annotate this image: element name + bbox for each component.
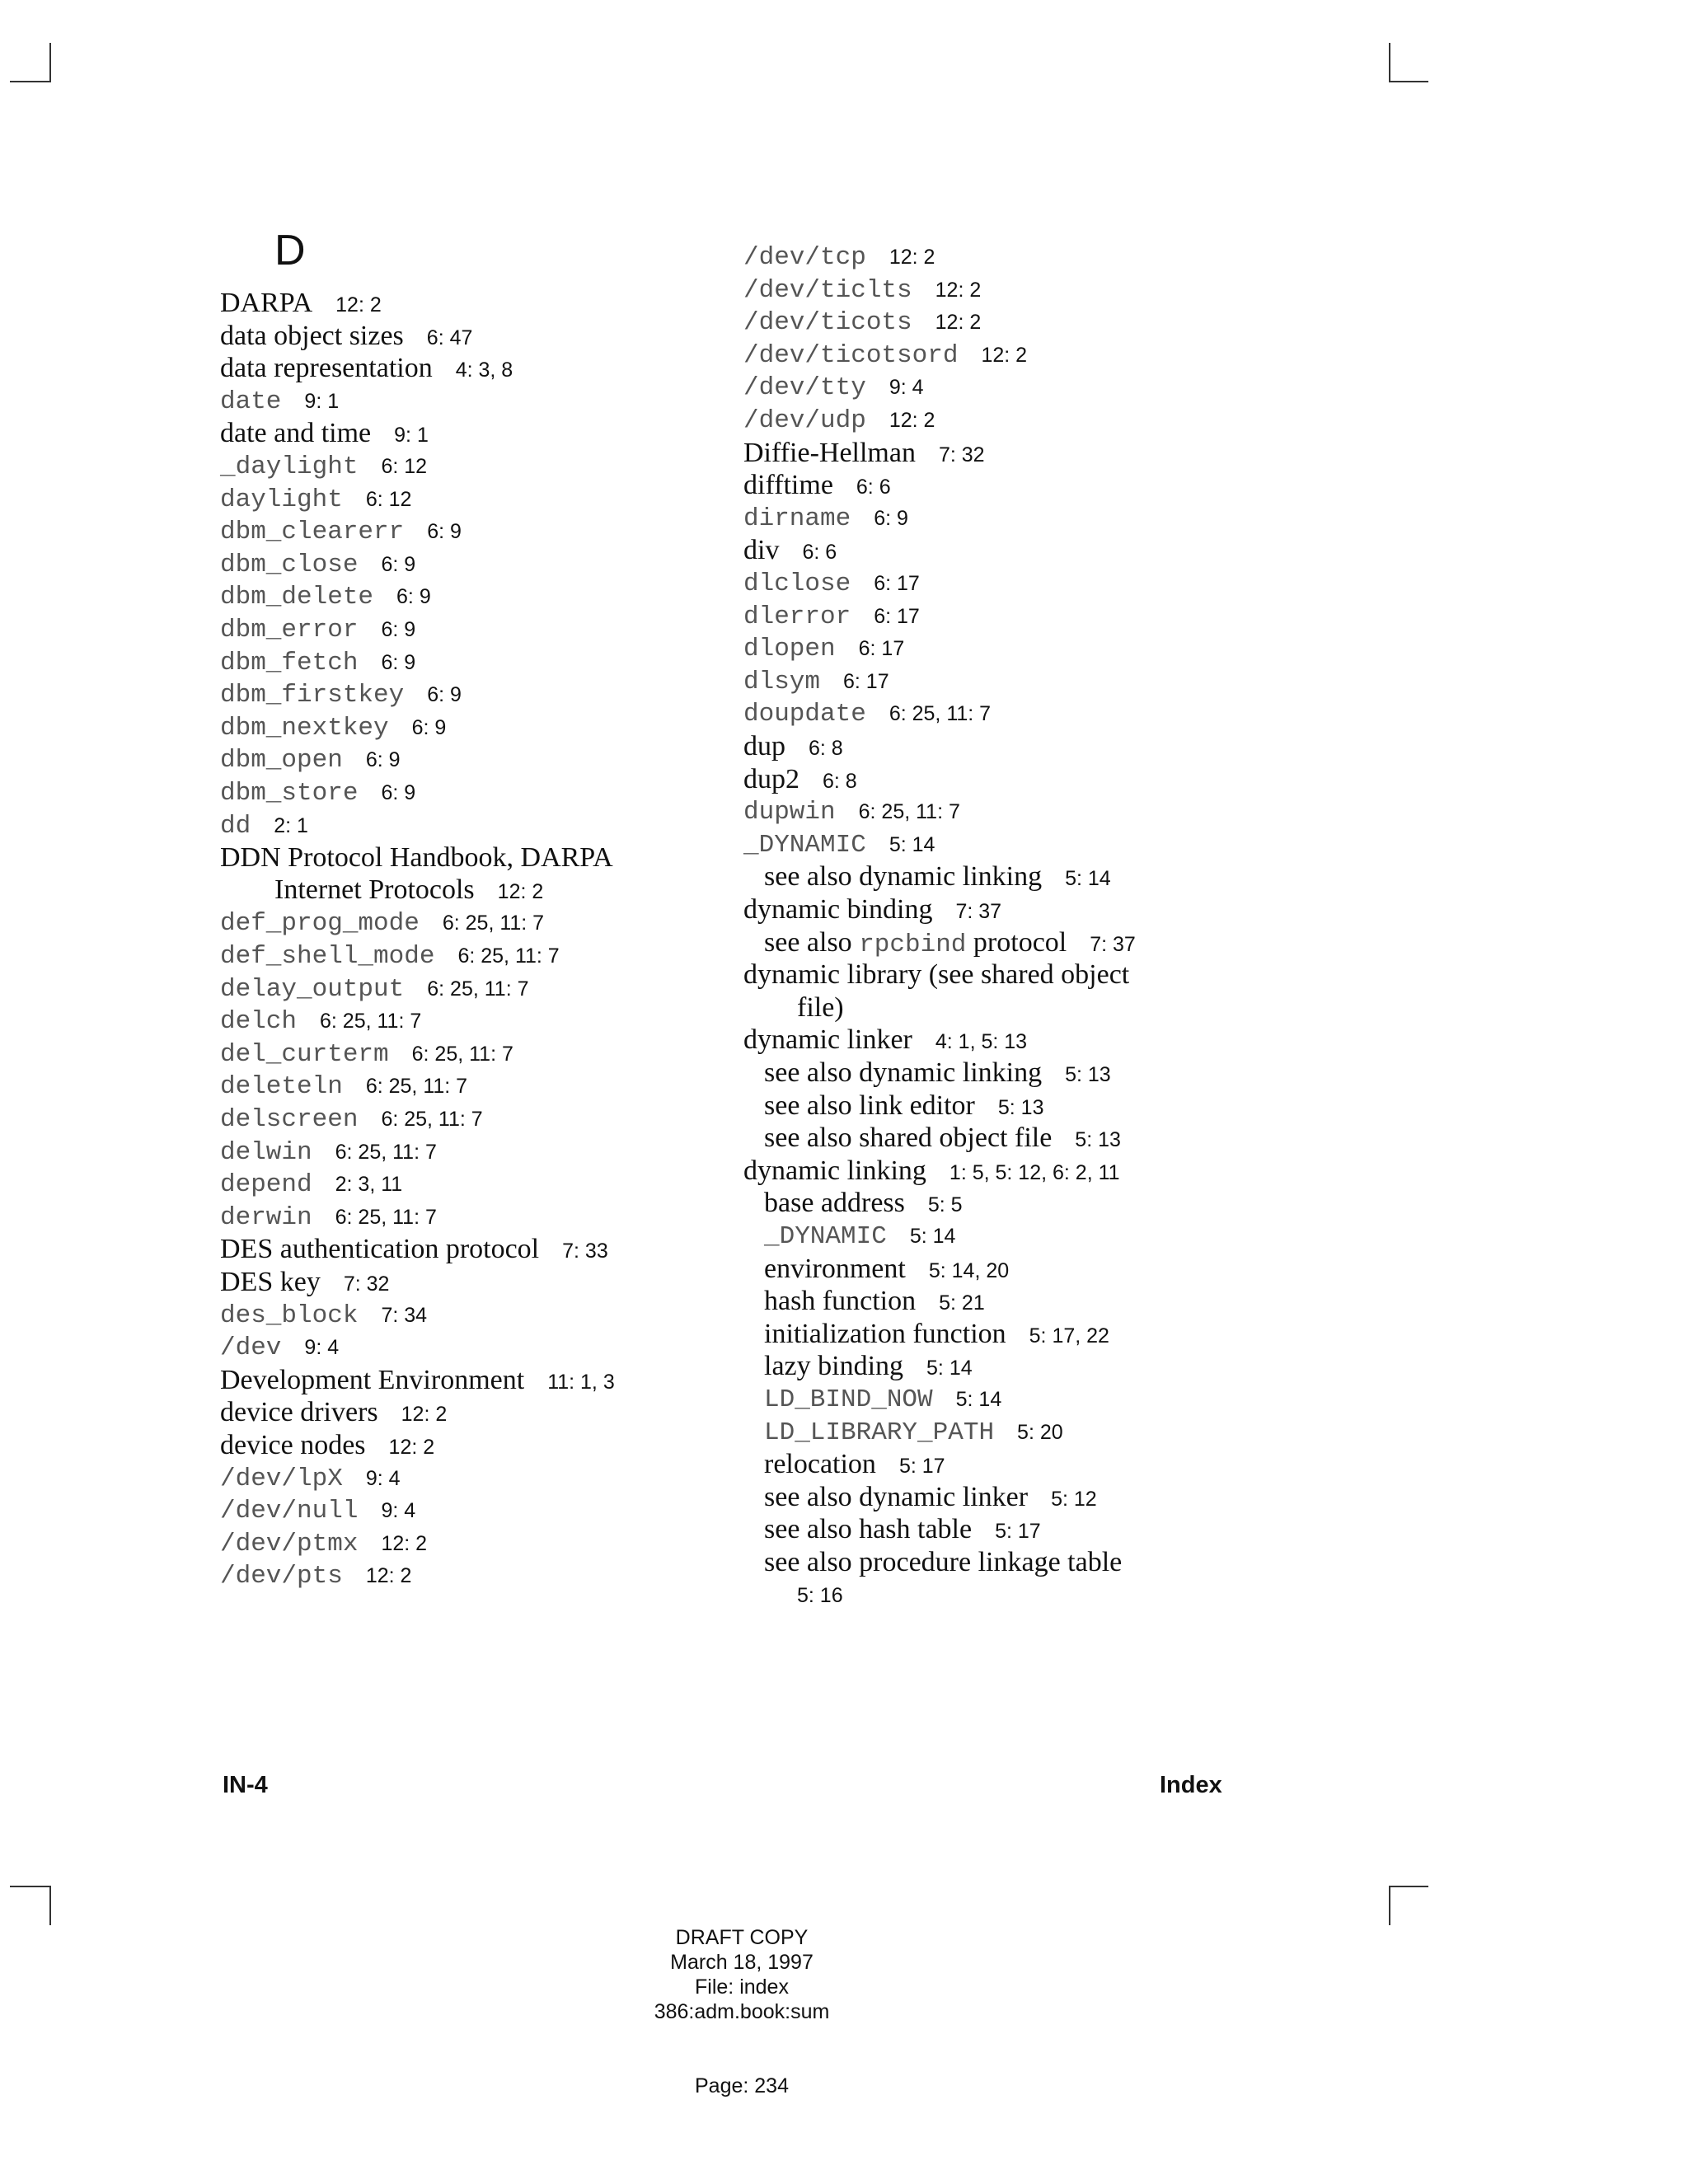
index-term: dup [743,731,785,762]
index-term: dynamic linker [743,1024,912,1056]
crop-mark-bottom-right-horizontal [1389,1886,1428,1887]
index-term: dlsym [743,667,821,696]
index-term: difftime [743,470,833,501]
index-page-ref: 9: 1 [304,389,340,413]
index-entry [743,632,904,668]
index-page-ref: 6: 9 [874,506,908,530]
index-term: initialization function [764,1318,1006,1349]
index-term: dbm_close [220,550,359,579]
index-entry [743,404,935,440]
index-term: data object sizes [220,320,404,351]
section-letter: D [274,227,306,274]
index-term: /dev/ticots [743,308,912,338]
index-entry [220,450,427,486]
index-entry [220,1299,427,1335]
index-term: see also procedure linkage table [764,1547,1123,1577]
index-term: Development Environment [220,1364,525,1395]
index-page-ref: 12: 2 [889,246,935,269]
index-term: dbm_delete [220,583,374,612]
index-term: dbm_firstkey [220,681,405,710]
index-term: dupwin [743,798,836,827]
index-entry [220,385,339,421]
index-page-ref: 12: 2 [889,409,935,432]
index-term: /dev/udp [743,406,866,435]
index-term: date [220,387,282,416]
index-term: LD_LIBRARY_PATH [764,1418,995,1447]
index-page-ref: 7: 33 [562,1240,608,1263]
index-entry [220,776,415,813]
index-entry [220,1038,513,1074]
index-term: dlclose [743,569,851,598]
index-page-ref: 12: 2 [935,311,982,335]
index-entry [220,1331,339,1367]
index-entry [743,697,991,733]
index-term: /dev/lpX [220,1464,343,1493]
index-page-ref: 12: 2 [381,1531,428,1555]
index-term: dup2 [743,763,799,794]
index-page-ref: 5: 14, 20 [928,1258,1010,1282]
index-term: dlerror [743,602,851,631]
index-term: see also dynamic linking [764,1057,1043,1088]
index-entry [220,1005,421,1041]
index-entry [220,1559,411,1596]
index-entry [220,646,415,682]
index-entry [220,483,411,519]
index-entry [764,1220,955,1256]
index-page-ref: 6: 47 [426,326,473,349]
index-page-ref: 6: 12 [381,455,428,478]
crop-mark-top-right-horizontal [1389,81,1428,82]
draft-line-title: DRAFT COPY [675,1926,809,1949]
index-page-ref: 5: 14 [926,1357,973,1380]
index-term: file) [797,991,844,1023]
crop-mark-top-left-vertical [49,43,51,82]
index-page-ref: 5: 13 [997,1095,1044,1119]
crop-mark-top-left-horizontal [10,81,49,82]
index-term: device nodes [220,1430,366,1460]
index-term: dlopen [743,635,836,664]
index-term: base address [764,1188,905,1219]
index-term: dbm_open [220,746,343,776]
index-page-ref: 12: 2 [388,1436,435,1459]
index-page-ref: 6: 9 [381,618,416,641]
index-term: /dev [220,1333,282,1363]
index-page-ref: 6: 25, 11: 7 [457,944,560,968]
index-entry [220,515,462,551]
index-term: relocation [764,1449,876,1480]
index-entry [743,339,1027,375]
index-page-ref: 6: 9 [365,748,401,772]
index-page-ref: 6: 8 [809,737,843,760]
index-page-ref: 6: 25, 11: 7 [335,1140,437,1164]
index-term: hash function [764,1286,917,1317]
index-page-ref: 2: 1 [274,813,308,837]
index-entry [743,828,935,865]
crop-mark-bottom-right-vertical [1389,1886,1390,1925]
index-term: dbm_clearerr [220,518,405,547]
index-page-ref: 6: 25, 11: 7 [411,1042,513,1066]
index-page-ref: 9: 4 [304,1336,340,1360]
index-term: delscreen [220,1105,359,1134]
index-term: /dev/ticlts [743,275,912,305]
index-page-ref: 2: 3, 11 [335,1173,403,1197]
index-entry [220,1494,415,1530]
index-entry [220,613,415,649]
index-entry [220,1136,437,1172]
index-page-ref: 6: 9 [411,715,447,739]
index-entry [220,1462,401,1498]
index-page-ref: 5: 17 [995,1520,1041,1544]
index-page-ref: 7: 32 [343,1272,390,1296]
index-page-ref: 6: 9 [381,650,416,674]
index-term: data representation [220,353,433,384]
index-entry [220,940,560,976]
footer-page-label: IN-4 [223,1772,268,1798]
index-page-ref: 5: 13 [1075,1128,1121,1152]
index-page-ref: 6: 9 [427,520,462,544]
index-entry [220,711,446,748]
index-term: DES key [220,1267,321,1297]
index-term: Diffie-Hellman [743,437,916,468]
page-number: Page: 234 [695,2074,789,2097]
index-page-ref: 7: 34 [381,1303,428,1327]
index-entry [743,502,908,538]
index-term: doupdate [743,700,866,729]
index-entry [220,1201,437,1237]
index-term: def_shell_mode [220,942,435,971]
index-term: des_block [220,1301,359,1330]
index-term: dbm_store [220,779,359,808]
index-entry [797,1579,843,1615]
index-page-ref: 5: 5 [927,1193,963,1217]
index-term: /dev/tty [743,373,866,403]
index-page-ref: 6: 8 [823,769,857,793]
index-term: div [743,535,780,566]
draft-line-file: File: index [695,1975,789,1999]
index-page-ref: 5: 13 [1065,1063,1111,1086]
index-entry [220,743,401,780]
index-page-ref: 6: 25, 11: 7 [365,1075,468,1099]
index-term: _daylight [220,452,359,481]
index-page-ref: 5: 17, 22 [1029,1324,1109,1347]
index-term: /dev/ticotsord [743,340,959,370]
index-term: /dev/tcp [743,243,866,272]
index-term: DES authentication protocol [220,1234,540,1265]
index-page-ref: 6: 25, 11: 7 [858,800,960,824]
index-page-ref: 6: 17 [874,572,920,595]
draft-line-date: March 18, 1997 [670,1951,814,1974]
index-page-ref: 6: 6 [802,541,837,565]
index-page-ref: 6: 9 [381,781,416,804]
index-page-ref: 9: 1 [394,424,429,448]
index-page-ref: 11: 1, 3 [547,1370,615,1394]
index-entry [743,241,935,277]
index-term: see also rpcbind protocol [764,926,1067,959]
index-page-ref: 5: 14 [889,832,935,856]
index-term: environment [764,1253,906,1284]
index-term: see also hash table [764,1514,973,1545]
index-term: DDN Protocol Handbook, DARPA [220,842,613,874]
index-page-ref: 5: 14 [955,1388,1002,1411]
index-page-ref: 1: 5, 5: 12, 6: 2, 11 [949,1160,1120,1184]
index-entry [743,306,981,342]
index-term: LD_BIND_NOW [764,1385,933,1414]
index-entry-continuation [274,874,543,912]
index-term: see also link editor [764,1090,975,1121]
index-page-ref: 6: 17 [874,604,920,628]
index-term: dynamic library (see shared object [743,959,1130,991]
index-page-ref: 6: 25, 11: 7 [889,702,992,726]
index-term: dbm_error [220,616,359,644]
index-page-ref: 6: 9 [427,683,462,707]
index-page-ref: 4: 3, 8 [455,359,513,382]
index-entry [743,371,924,407]
crop-mark-top-right-vertical [1389,43,1390,82]
draft-copy-block [577,1925,907,2024]
index-entry [743,274,981,310]
index-page-ref: 12: 2 [365,1564,412,1588]
index-page-ref: 12: 2 [335,293,382,316]
index-term: depend [220,1170,312,1200]
index-page-ref: 6: 25, 11: 7 [381,1108,483,1131]
index-page-ref: 5: 14 [909,1225,956,1248]
index-page-ref: 4: 1, 5: 13 [935,1030,1028,1054]
index-page-ref: 9: 4 [365,1466,401,1490]
index-page-ref: 6: 6 [856,476,891,499]
index-entry [220,1168,402,1204]
index-term: deleteln [220,1072,343,1102]
index-term: /dev/pts [220,1562,343,1591]
index-term: delwin [220,1137,312,1167]
index-page-ref: 12: 2 [935,278,982,302]
index-entry [220,548,415,584]
index-page-ref: 6: 25, 11: 7 [335,1205,437,1229]
index-term: delay_output [220,974,405,1004]
index-entry [743,665,889,701]
index-page-ref: 7: 37 [1090,932,1136,956]
index-term: _DYNAMIC [743,830,866,860]
index-entry [743,600,920,636]
continuation-text: Internet Protocols [274,874,475,905]
index-term: dynamic binding [743,894,933,925]
index-page-ref: 6: 9 [396,585,431,609]
index-page-ref: 7: 32 [938,443,985,466]
index-page-ref: 9: 4 [889,376,924,400]
index-term: lazy binding [764,1351,904,1382]
index-page-ref: 6: 25, 11: 7 [427,977,529,1001]
index-entry [220,809,308,846]
index-term: dynamic linking [743,1155,926,1186]
index-entry [743,567,920,603]
index-term: DARPA [220,288,313,318]
draft-line-book: 386:adm.book:sum [654,2000,830,2023]
index-entry [220,972,529,1009]
index-entry [220,1103,483,1139]
index-entry [220,1070,467,1106]
index-term: delch [220,1007,298,1037]
index-entry [743,795,960,832]
index-term: date and time [220,418,372,449]
index-page-ref: 6: 17 [843,669,889,693]
index-page-ref: 6: 12 [365,487,412,511]
index-page-ref: 5: 16 [797,1583,843,1607]
index-term: see also dynamic linker [764,1481,1029,1512]
index-term: see also shared object file [764,1122,1053,1154]
crop-mark-bottom-left-horizontal [10,1886,49,1887]
index-page-ref: 5: 12 [1051,1487,1097,1511]
index-term: /dev/null [220,1497,359,1526]
index-page-ref: 5: 21 [939,1291,985,1315]
index-entry [220,678,462,715]
index-term: daylight [220,485,343,514]
index-term: derwin [220,1202,312,1232]
index-term: del_curterm [220,1039,389,1069]
index-page-ref: 6: 25, 11: 7 [442,912,545,935]
index-page-ref: 5: 20 [1017,1420,1063,1444]
index-term: dbm_fetch [220,648,359,677]
index-page-ref: 7: 37 [955,900,1002,923]
index-page-ref: 12: 2 [981,343,1028,367]
index-term: see also dynamic linking [764,861,1043,893]
index-page-ref: 6: 17 [858,637,905,661]
index-term: dbm_nextkey [220,713,389,743]
index-term: dd [220,811,251,841]
index-term: device drivers [220,1397,378,1428]
crop-mark-bottom-left-vertical [49,1886,51,1925]
footer-section-title: Index [1160,1772,1222,1798]
index-page-ref: 6: 25, 11: 7 [320,1010,422,1033]
index-term: dirname [743,504,851,533]
index-page-ref: 12: 2 [401,1403,448,1427]
index-page-ref: 6: 9 [381,552,416,576]
index-entry [764,1383,1001,1419]
index-term: _DYNAMIC [764,1222,887,1251]
index-page-ref: 5: 17 [898,1455,945,1479]
index-entry [764,1416,1063,1452]
index-page-ref: 5: 14 [1065,867,1111,891]
index-entry [220,580,431,616]
index-term: def_prog_mode [220,909,420,939]
index-page-ref: 9: 4 [381,1499,416,1523]
index-term: /dev/ptmx [220,1529,359,1558]
index-entry [220,907,544,943]
index-entry [220,1527,427,1563]
continuation-ref: 12: 2 [497,880,544,903]
